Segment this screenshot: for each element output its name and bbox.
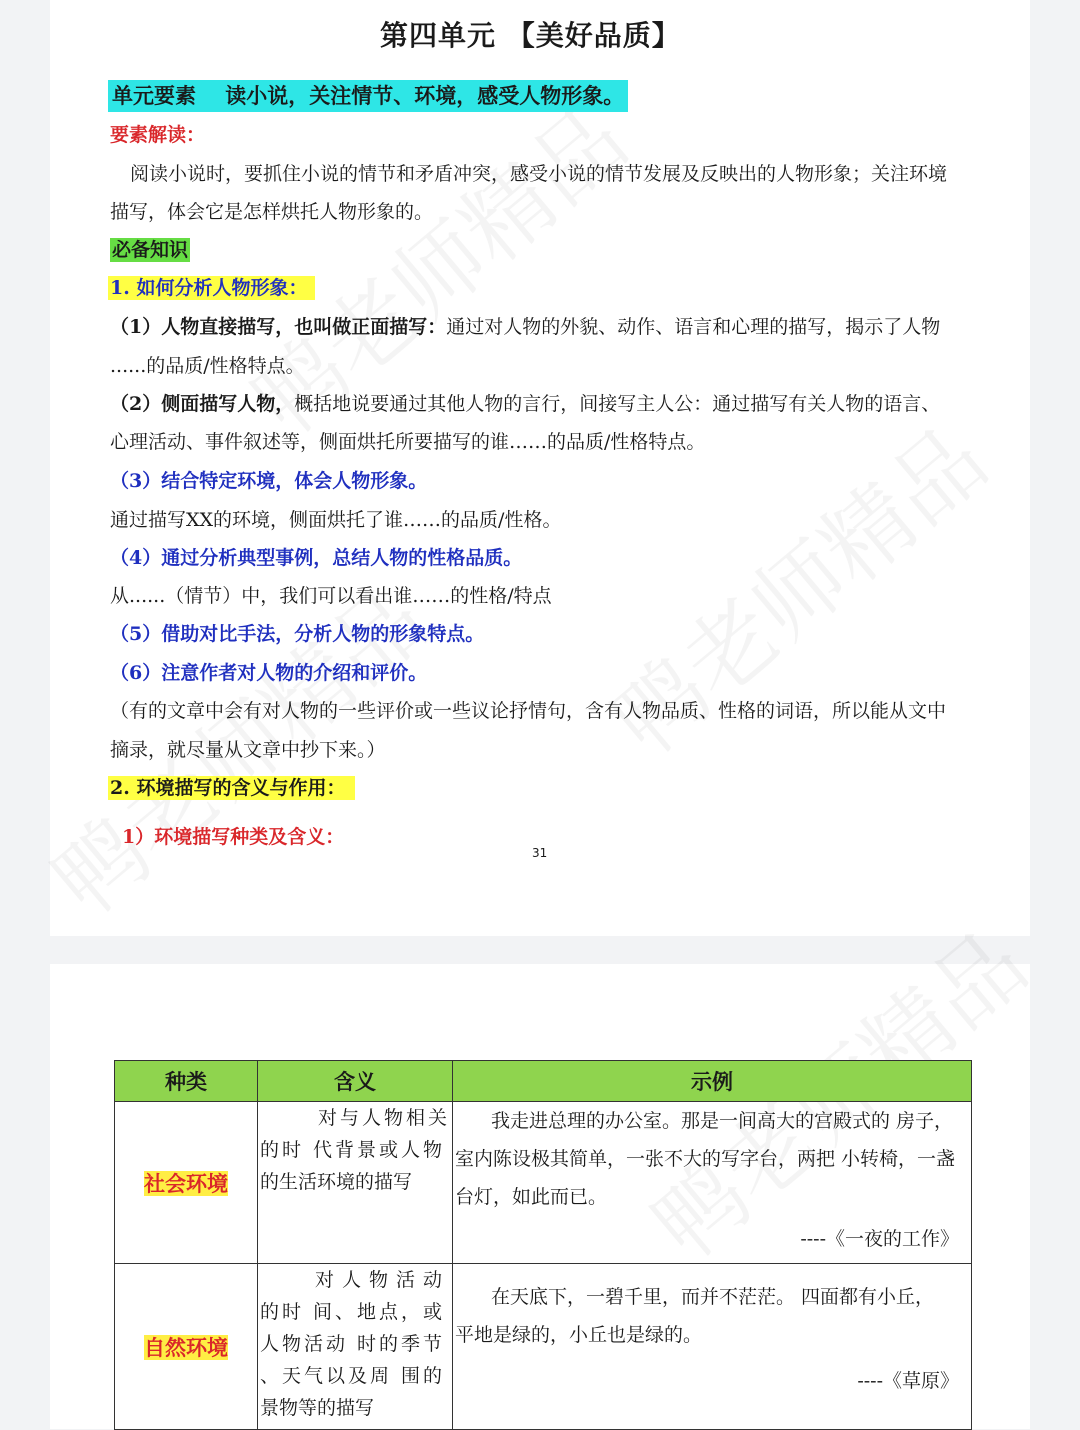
header-example: 示例 [453,1061,972,1102]
example-line: 平地是绿的，小丘也是绿的。 [455,1324,703,1346]
kind-cell [115,1102,258,1264]
table-row [115,1102,972,1264]
point-2 [110,392,940,416]
meaning-cell [258,1102,453,1264]
meaning-line: 景物等的描写 [260,1397,375,1419]
document-page-1 [50,0,1030,936]
point-2-bold: （2）侧面描写人物， [110,393,295,415]
example-source: ----《草原》 [857,1370,959,1392]
document-page-2 [50,964,1030,1429]
header-kind: 种类 [115,1061,258,1102]
point-4-line: 从......（情节）中，我们可以看出谁……的性格/特点 [110,585,552,607]
page-title: 第四单元 【美好品质】 [380,19,681,52]
point-1-line-2: ......的品质/性格特点。 [110,355,305,377]
point-3-heading: （3）结合特定环境，体会人物形象。 [110,470,428,492]
table-row [115,1264,972,1430]
meaning-line: 对人物活动 [314,1269,450,1291]
point-3-line: 通过描写XX的环境，侧面烘托了谁……的品质/性格。 [110,509,562,531]
interpretation-heading: 要素解读： [110,124,206,146]
meaning-line: 人物活动 时的季节 [260,1333,446,1355]
essential-knowledge-heading: 必备知识 [112,239,189,261]
page-number: 31 [532,846,548,860]
kind-label: 自然环境 [144,1334,228,1360]
point-2-line-2: 心理活动、事件叙述等，侧面烘托所要描写的谁……的品质/性格特点。 [110,431,706,453]
example-line: 在天底下，一碧千里，而并不茫茫。 四面都有小丘， [491,1286,935,1308]
point-1 [110,315,940,339]
example-source: ----《一夜的工作》 [800,1228,959,1250]
kind-label: 社会环境 [144,1170,228,1196]
interpretation-line-1: 阅读小说时，要抓住小说的情节和矛盾冲突，感受小说的情节发展及反映出的人物形象；关注环境 [130,163,948,185]
point-6-line-1: （有的文章中会有对人物的一些评价或一些议论抒情句，含有人物品质、性格的词语，所以能从文中 [110,700,947,722]
example-line: 室内陈设极其简单，一张不大的写字台，两把 小转椅，一盏 [455,1148,956,1170]
kind-cell [115,1264,258,1430]
unit-elements-label: 单元要素 [112,83,196,108]
point-2-text: 概括地说要通过其他人物的言行，间接写主人公：通过描写有关人物的语言、 [294,393,941,415]
table-header-row [115,1061,972,1102]
point-5-heading: （5）借助对比手法，分析人物的形象特点。 [110,623,485,645]
meaning-cell [258,1264,453,1430]
header-meaning: 含义 [258,1061,453,1102]
subsection-1-heading: 1）环境描写种类及含义： [122,826,345,848]
example-line: 我走进总理的办公室。那是一间高大的宫殿式的 房子， [491,1110,954,1132]
section-2-heading: 2. 环境描写的含义与作用： [108,776,355,800]
point-1-bold: （1）人物直接描写，也叫做正面描写： [110,316,447,338]
meaning-line: 的时 代背景或人物 [260,1139,446,1161]
unit-elements-text: 读小说，关注情节、环境，感受人物形象。 [225,83,625,108]
example-line: 台灯，如此而已。 [455,1186,608,1208]
point-4-heading: （4）通过分析典型事例，总结人物的性格品质。 [110,547,523,569]
meaning-line: 对与人物相关 [317,1107,450,1129]
environment-table [114,1060,972,1430]
meaning-line: 的时 间、地点，或 [260,1301,446,1323]
example-cell [453,1102,972,1264]
example-cell [453,1264,972,1430]
point-6-heading: （6）注意作者对人物的介绍和评价。 [110,662,428,684]
point-1-text: 通过对人物的外貌、动作、语言和心理的描写，揭示了人物 [446,316,941,338]
unit-elements-bar [108,80,628,112]
meaning-line: 的生活环境的描写 [260,1171,413,1193]
section-1-heading: 1. 如何分析人物形象： [108,276,315,300]
meaning-line: 、天气以及周 围的 [260,1365,446,1387]
interpretation-line-2: 描写，体会它是怎样烘托人物形象的。 [110,201,434,223]
point-6-line-2: 摘录，就尽量从文章中抄下来。） [110,739,386,761]
